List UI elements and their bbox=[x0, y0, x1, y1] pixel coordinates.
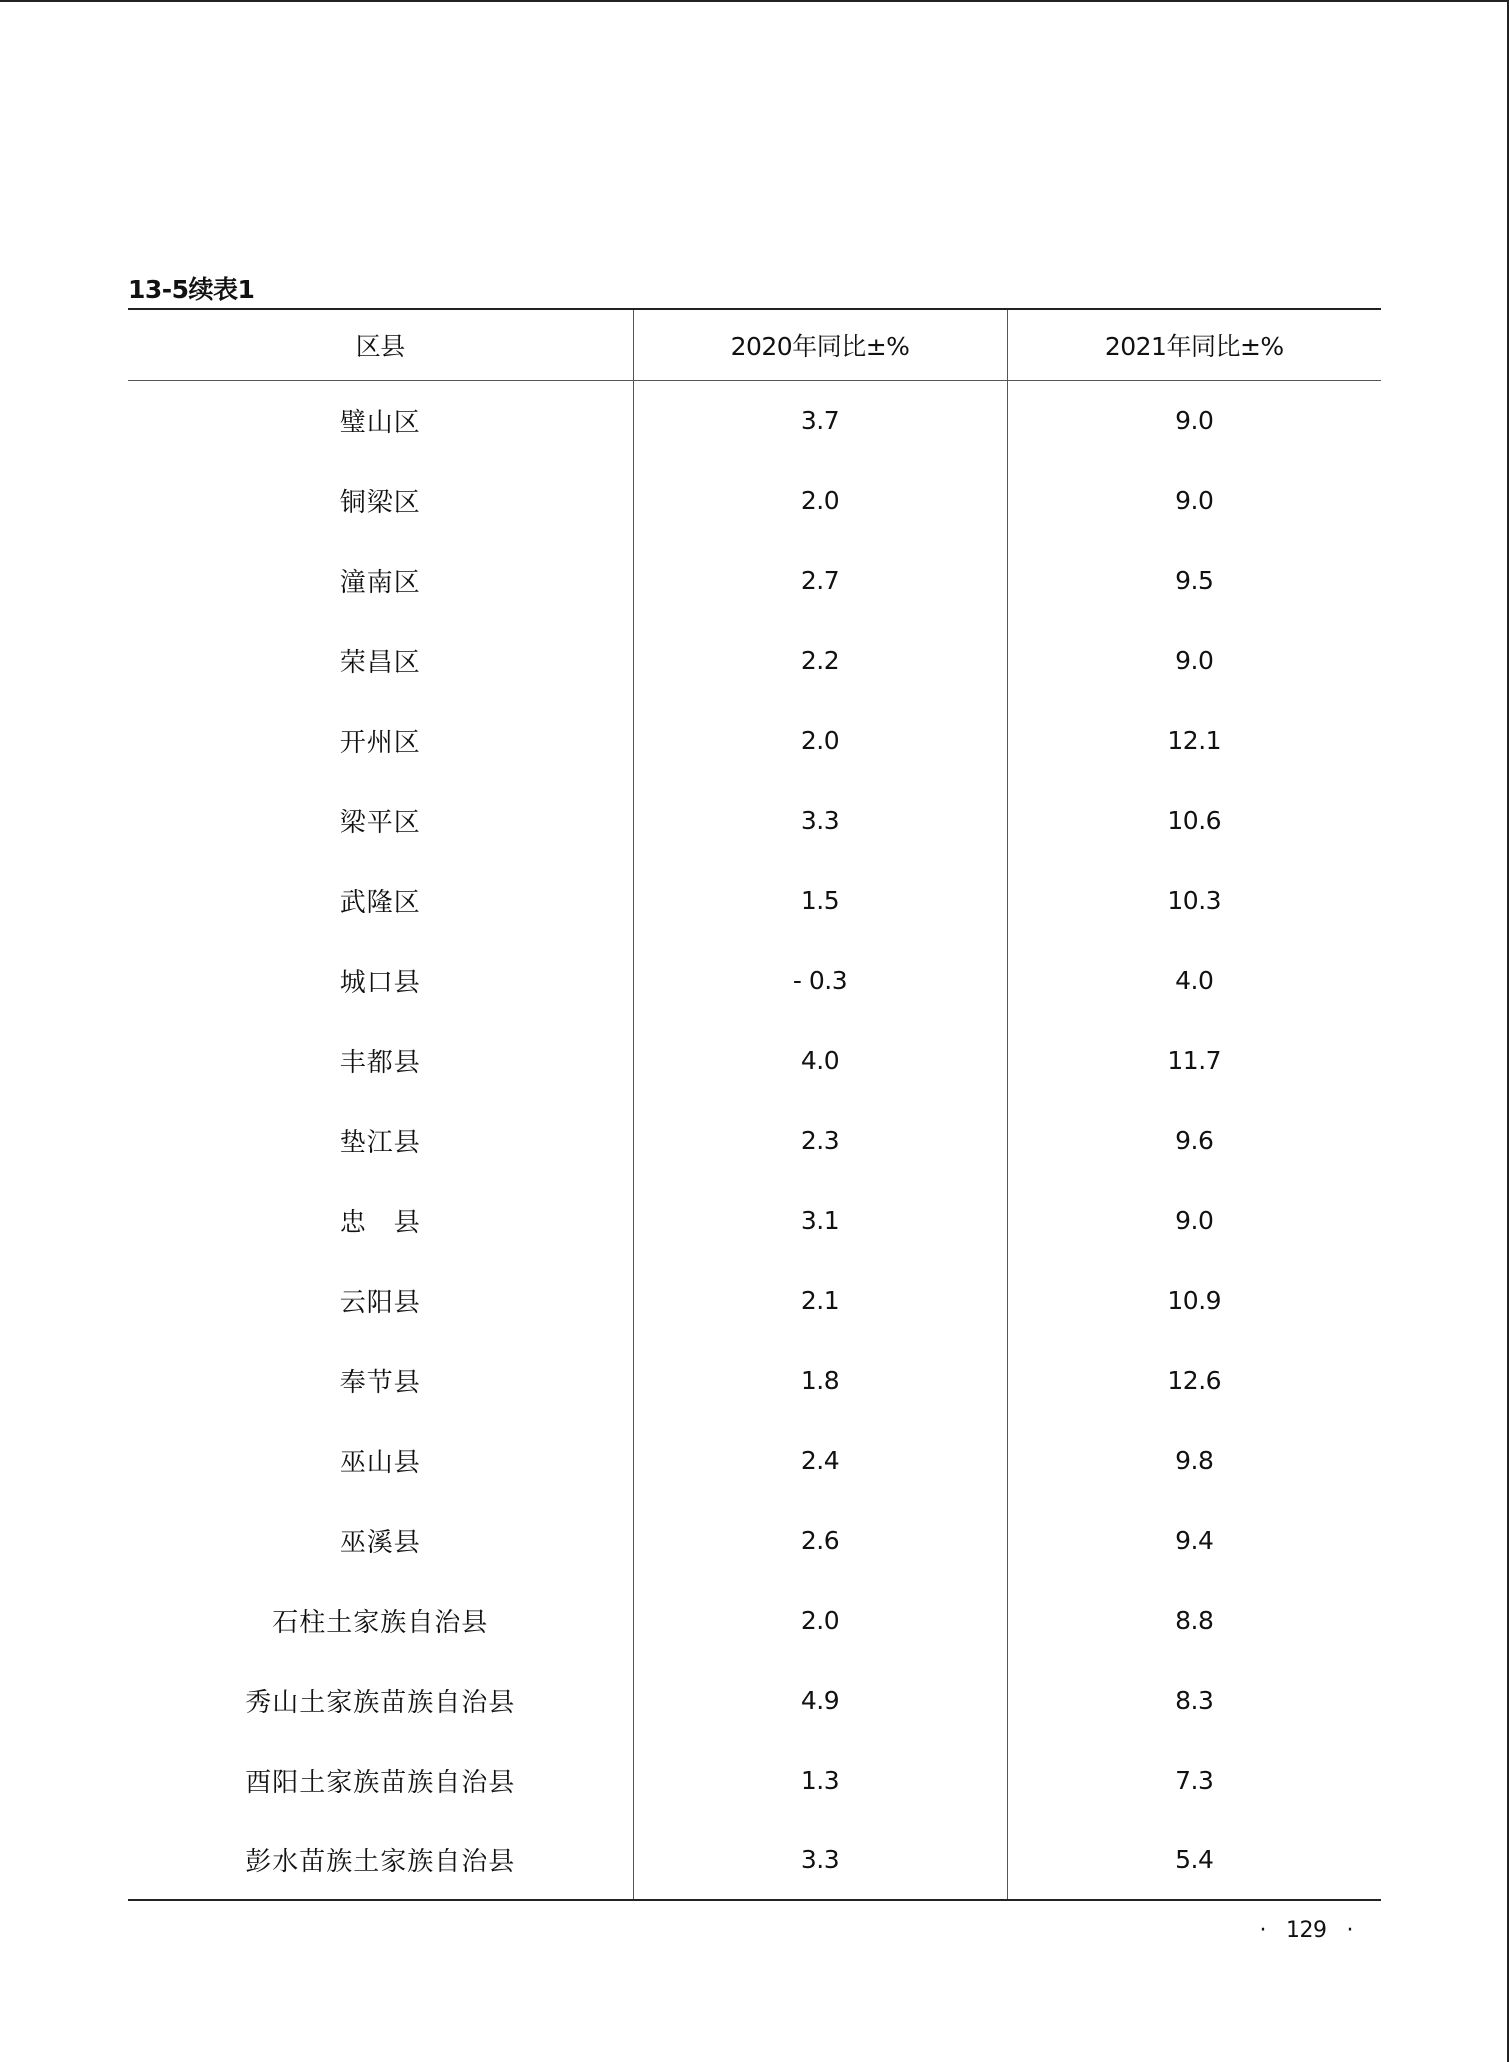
cell-district: 荣昌区 bbox=[339, 647, 421, 678]
table-row bbox=[128, 1580, 1381, 1660]
cell-2021: 9.4 bbox=[1175, 1525, 1214, 1555]
cell-2021: 9.0 bbox=[1175, 485, 1214, 515]
cell-2021: 7.3 bbox=[1175, 1765, 1214, 1795]
cell-district: 武隆区 bbox=[339, 887, 421, 918]
cell-district: 巫山县 bbox=[339, 1447, 421, 1478]
cell-2021: 9.8 bbox=[1175, 1445, 1214, 1475]
cell-2021: 5.4 bbox=[1175, 1845, 1214, 1874]
cell-2021: 11.7 bbox=[1167, 1045, 1222, 1075]
cell-district: 秀山土家族苗族自治县 bbox=[245, 1687, 516, 1718]
cell-district: 开州区 bbox=[339, 727, 421, 758]
table-row bbox=[128, 1820, 1381, 1900]
cell-2020: 2.0 bbox=[800, 485, 840, 515]
cell-2021: 4.0 bbox=[1175, 965, 1214, 995]
cell-2020: 3.3 bbox=[800, 805, 840, 835]
cell-district: 铜梁区 bbox=[339, 487, 421, 518]
cell-district: 酉阳土家族苗族自治县 bbox=[245, 1767, 516, 1798]
cell-2021: 10.6 bbox=[1167, 805, 1222, 835]
table-row bbox=[128, 1740, 1381, 1820]
table-row bbox=[128, 540, 1381, 620]
table-row bbox=[128, 700, 1381, 780]
cell-district: 忠 县 bbox=[339, 1207, 421, 1238]
table-header-row bbox=[128, 309, 1381, 380]
cell-2020: 1.8 bbox=[800, 1365, 840, 1395]
cell-2020: 3.7 bbox=[800, 405, 840, 435]
cell-2020: 3.1 bbox=[800, 1205, 840, 1235]
cell-district: 梁平区 bbox=[339, 807, 421, 838]
table-row bbox=[128, 1180, 1381, 1260]
table-row bbox=[128, 860, 1381, 940]
cell-2020: 2.6 bbox=[800, 1525, 840, 1555]
table-row bbox=[128, 620, 1381, 700]
cell-district: 城口县 bbox=[339, 967, 421, 998]
table-row bbox=[128, 460, 1381, 540]
table-row bbox=[128, 1100, 1381, 1180]
table-row bbox=[128, 780, 1381, 860]
table-row bbox=[128, 1500, 1381, 1580]
cell-2021: 12.1 bbox=[1167, 725, 1222, 755]
cell-2020: - 0.3 bbox=[792, 965, 848, 995]
cell-2020: 4.0 bbox=[800, 1045, 840, 1075]
data-table bbox=[128, 308, 1381, 1901]
cell-2021: 8.3 bbox=[1175, 1685, 1214, 1715]
table-body bbox=[128, 380, 1381, 1900]
cell-district: 垫江县 bbox=[339, 1127, 421, 1158]
cell-2020: 1.5 bbox=[800, 885, 840, 915]
page-number-value: 129 bbox=[1286, 1918, 1327, 1943]
cell-district: 奉节县 bbox=[339, 1367, 421, 1398]
cell-2021: 10.9 bbox=[1167, 1285, 1222, 1315]
cell-district: 潼南区 bbox=[339, 567, 421, 598]
cell-2021: 10.3 bbox=[1167, 885, 1222, 915]
header-2020: 2020年同比±% bbox=[633, 309, 1007, 380]
table-row bbox=[128, 940, 1381, 1020]
cell-2020: 3.3 bbox=[800, 1845, 840, 1874]
cell-2020: 1.3 bbox=[800, 1765, 840, 1795]
cell-2020: 4.9 bbox=[800, 1685, 840, 1715]
cell-2020: 2.7 bbox=[800, 565, 840, 595]
table-row bbox=[128, 1340, 1381, 1420]
table-row bbox=[128, 380, 1381, 460]
cell-2020: 2.3 bbox=[800, 1125, 840, 1155]
cell-2021: 9.0 bbox=[1175, 405, 1214, 435]
cell-2020: 2.0 bbox=[800, 725, 840, 755]
table-title: 13-5续表1 bbox=[128, 275, 255, 304]
cell-2021: 9.5 bbox=[1175, 565, 1214, 595]
cell-2021: 8.8 bbox=[1175, 1605, 1214, 1635]
cell-district: 云阳县 bbox=[339, 1287, 421, 1318]
cell-2021: 9.0 bbox=[1175, 1205, 1214, 1235]
cell-2020: 2.2 bbox=[800, 645, 840, 675]
cell-district: 巫溪县 bbox=[339, 1527, 421, 1558]
cell-2021: 9.0 bbox=[1175, 645, 1214, 675]
cell-district: 彭水苗族土家族自治县 bbox=[245, 1847, 516, 1877]
table-row bbox=[128, 1260, 1381, 1340]
table-row bbox=[128, 1420, 1381, 1500]
page-number bbox=[1240, 1918, 1374, 1943]
cell-2020: 2.4 bbox=[800, 1445, 840, 1475]
cell-district: 丰都县 bbox=[339, 1047, 421, 1078]
header-district: 区县 bbox=[128, 309, 633, 380]
cell-district: 璧山区 bbox=[339, 407, 421, 438]
header-2021: 2021年同比±% bbox=[1007, 309, 1381, 380]
cell-2021: 12.6 bbox=[1167, 1365, 1222, 1395]
page-number-dot-left: · bbox=[1259, 1918, 1266, 1943]
cell-2020: 2.0 bbox=[800, 1605, 840, 1635]
cell-2021: 9.6 bbox=[1175, 1125, 1214, 1155]
cell-district: 石柱土家族自治县 bbox=[272, 1607, 489, 1638]
table-row bbox=[128, 1020, 1381, 1100]
table-row bbox=[128, 1660, 1381, 1740]
page-number-dot-right: · bbox=[1346, 1918, 1353, 1943]
cell-2020: 2.1 bbox=[800, 1285, 840, 1315]
